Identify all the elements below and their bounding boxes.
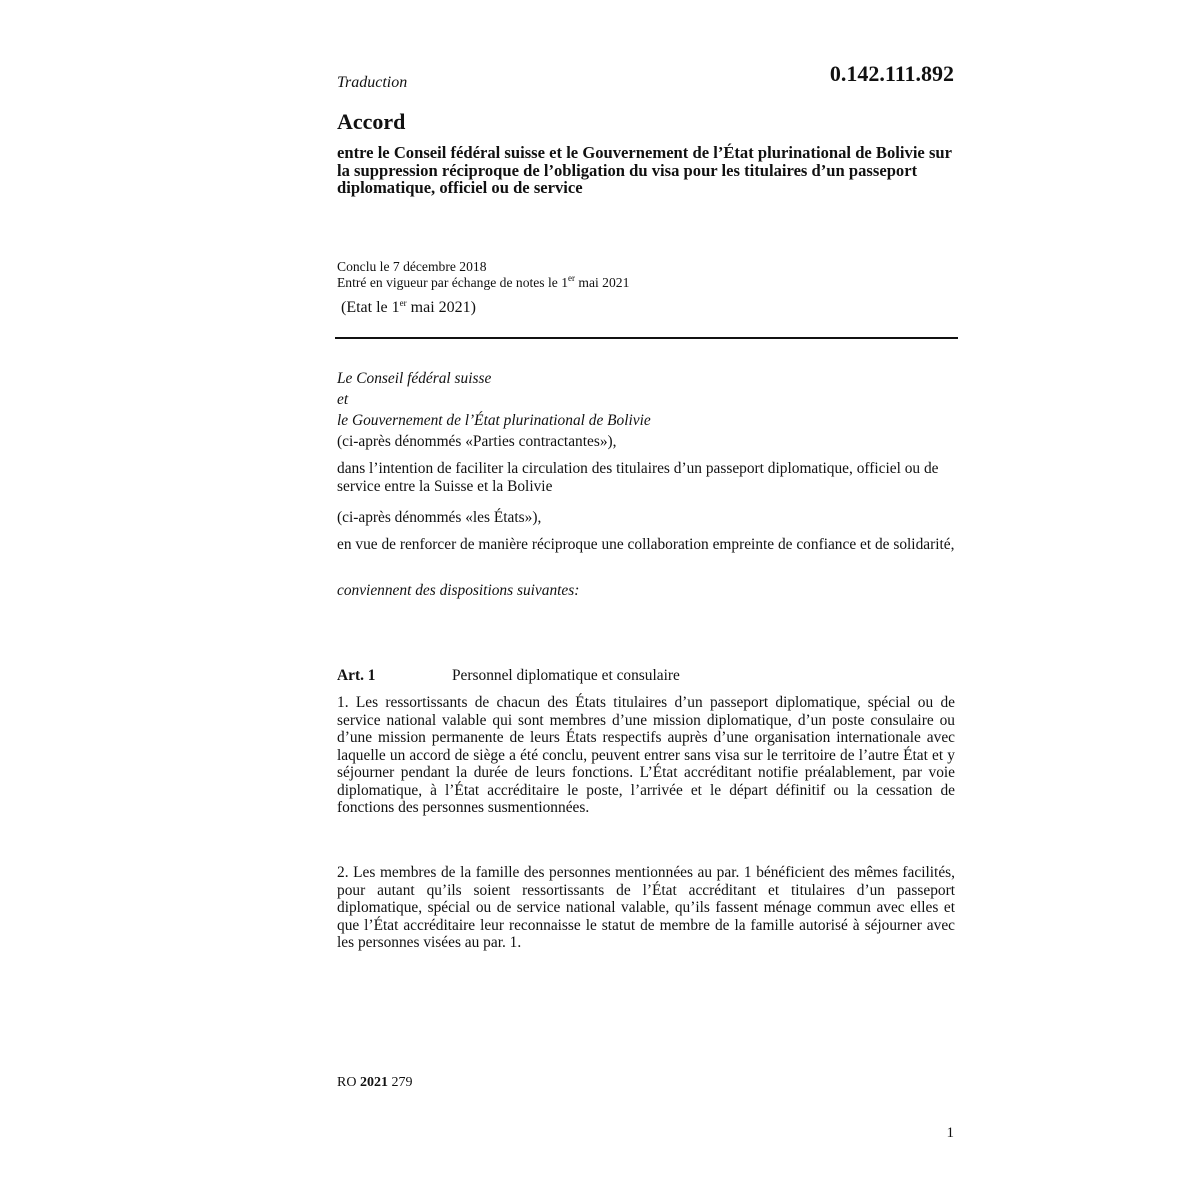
preamble-agree: conviennent des dispositions suivantes: [337,582,580,599]
preamble-party1: Le Conseil fédéral suisse [337,370,492,387]
preamble-parties-note: (ci-après dénommés «Parties contractantes»), [337,433,617,450]
article-number: Art. 1 [337,667,376,684]
preamble-states-note: (ci-après dénommés «les États»), [337,509,542,526]
status-date: (Etat le 1er mai 2021) [341,298,476,316]
document-title: Accord [337,109,406,134]
article-title: Personnel diplomatique et consulaire [452,667,680,684]
article-paragraph-2: 2. Les membres de la famille des personnes mentionnées au par. 1 bénéficient des mêmes facilités, pour autant qu’ils soient ressortissants de l’État accréditant et titulaires d’un passeport diplomatique, spécial ou de service national valable, qu’ils fassent ménage commun avec elles et que l’État accréditaire leur reconnaisse le statut de membre de la famille autorisé à séjourner avec les personnes visées au par. 1. [337,864,955,951]
entry-into-force: Entré en vigueur par échange de notes le 1er mai 2021 [337,273,630,290]
concluded-date: Conclu le 7 décembre 2018 [337,259,487,274]
document-subtitle: entre le Conseil fédéral suisse et le Gouvernement de l’État plurinational de Bolivie sur la suppression réciproque de l’obligation du visa pour les titulaires d’un passeport diplomatique, officiel ou de service [337,143,952,197]
preamble-intention: dans l’intention de faciliter la circulation des titulaires d’un passeport diplomatique, officiel ou de service entre la Suisse et la Bolivie [337,460,939,495]
preamble-aim: en vue de renforcer de manière réciproque une collaboration empreinte de confiance et de solidarité, [337,536,955,553]
preamble-and: et [337,391,349,408]
page-number: 1 [946,1125,954,1141]
sr-number: 0.142.111.892 [829,61,954,86]
article-paragraph-1: 1. Les ressortissants de chacun des États titulaires d’un passeport diplomatique, spécial ou de service national valable qui sont membres d’une mission diplomatique, d’un poste consulaire ou d’une mission permanente de leurs États respectifs auprès d’une organisation internationale avec laquelle un accord de siège a été conclu, peuvent entrer sans visa sur le territoire de l’autre État et y séjourner pendant la durée de leurs fonctions. L’État accréditant notifie préalablement, par voie diplomatique, à l’État accréditaire le poste, l’arrivée et le départ définitif ou la cessation de fonctions des personnes susmentionnées. [337,694,955,816]
official-compilation-ref: RO 2021 279 [337,1075,413,1090]
preamble-party2: le Gouvernement de l’État plurinational de Bolivie [337,412,651,429]
translation-label: Traduction [337,74,408,91]
header-divider [335,337,958,339]
